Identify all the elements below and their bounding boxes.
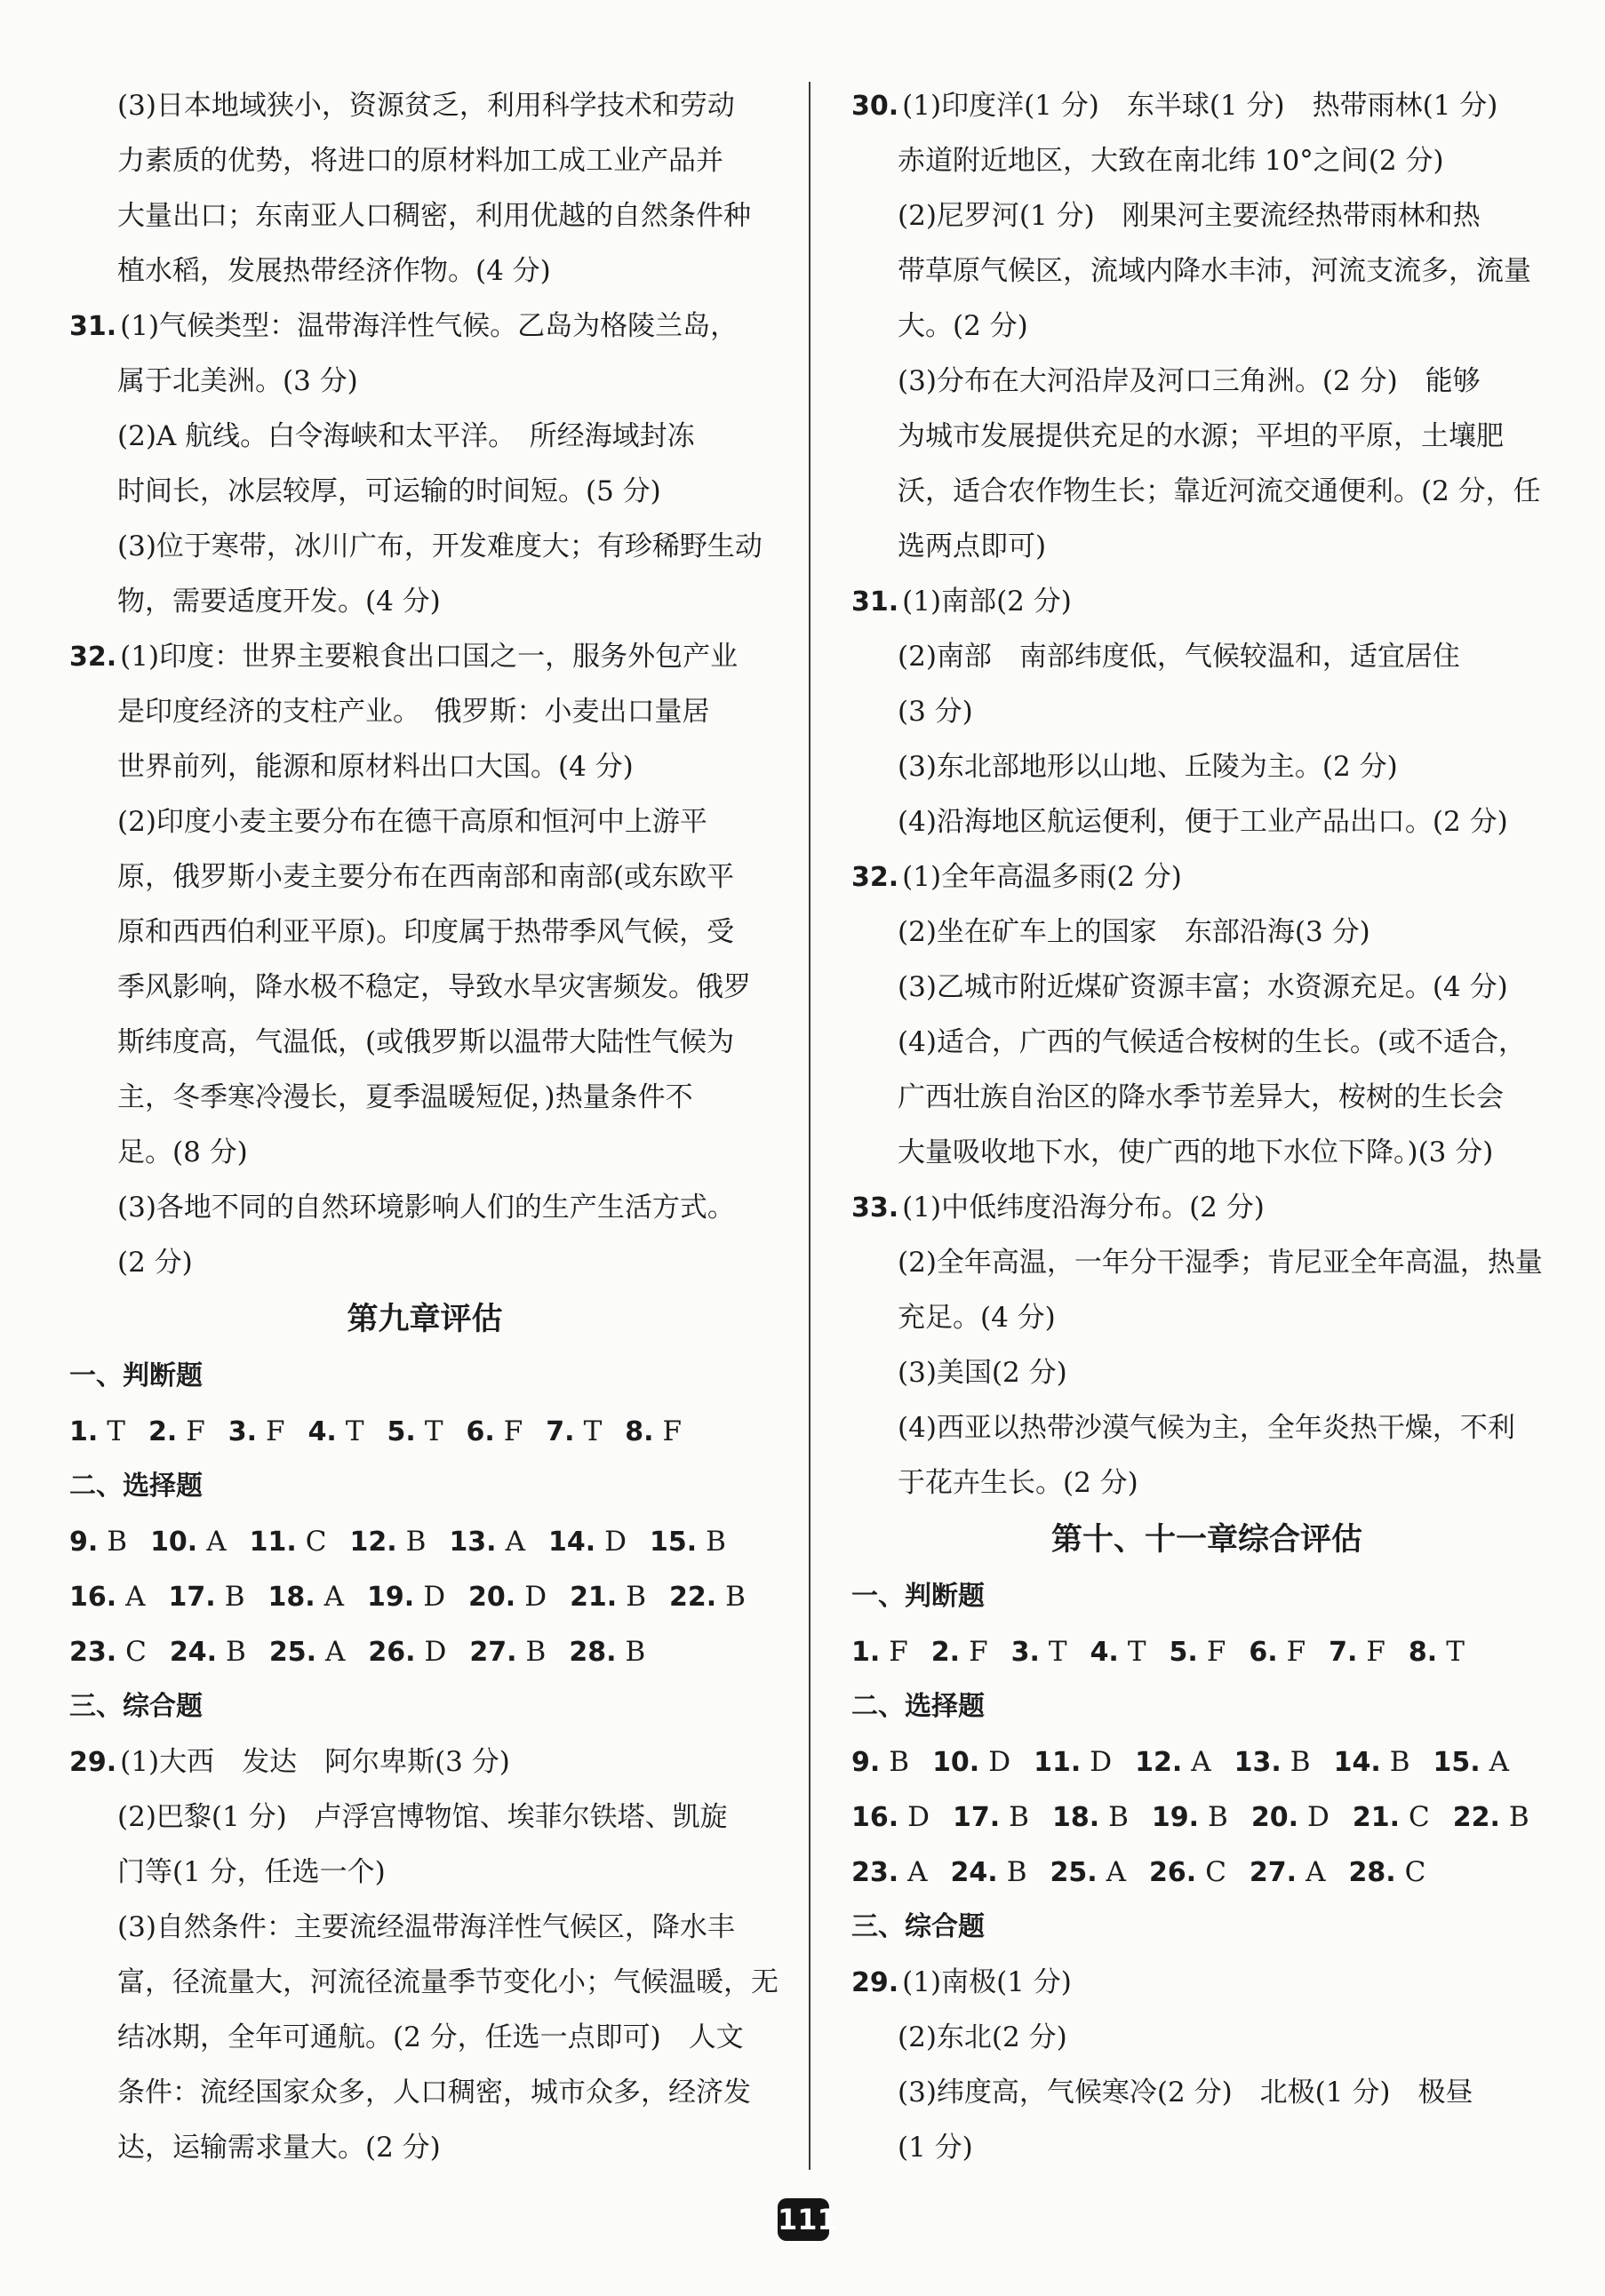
answer-value: T: [345, 1415, 364, 1447]
answer-value: F: [503, 1415, 523, 1447]
question-number: 26.: [368, 1637, 416, 1668]
answer-value: F: [889, 1636, 908, 1668]
answer-text-line: 选两点即可): [898, 530, 1047, 562]
question-line: [851, 1955, 1562, 2010]
question-number: 10.: [150, 1527, 198, 1558]
answer-item: [367, 1569, 445, 1625]
answer-value: C: [1205, 1856, 1226, 1888]
question-number: 12.: [1135, 1747, 1183, 1778]
answer-item: [548, 1514, 627, 1570]
answer-value: B: [725, 1581, 746, 1613]
question-type-label: 三、综合题: [851, 1911, 985, 1942]
answer-item: [953, 1790, 1029, 1846]
question-number: 11.: [249, 1527, 297, 1558]
question-type-label: 一、判断题: [851, 1581, 985, 1612]
answer-key-row: [69, 1569, 780, 1624]
question-number: 27.: [1249, 1857, 1298, 1888]
question-number: 14.: [1333, 1747, 1381, 1778]
question-number: 33.: [851, 1192, 899, 1224]
question-number: 21.: [570, 1582, 618, 1613]
answer-item: [308, 1404, 364, 1460]
answer-text-line: 原，俄罗斯小麦主要分布在西南部和南部(或东欧平: [117, 861, 735, 893]
question-number: 24.: [169, 1637, 218, 1668]
answer-text-line: 植水稻，发展热带经济作物。(4 分): [117, 255, 551, 287]
answer-text-line: 达，运输需求量大。(2 分): [117, 2132, 441, 2164]
question-number: 31.: [851, 586, 899, 618]
answer-text-line: (3)位于寒带，冰川广布，开发难度大；有珍稀野生动: [117, 530, 763, 562]
column-divider: [809, 82, 810, 2170]
answer-text-line: (2)东北(2 分): [898, 2021, 1067, 2053]
answer-item: [69, 1514, 127, 1570]
answer-item: [1135, 1734, 1211, 1790]
answer-item: [1250, 1845, 1326, 1901]
answer-value: A: [505, 1526, 525, 1558]
answer-value: F: [1366, 1636, 1385, 1668]
answer-item: [468, 1569, 547, 1625]
section-heading: 第九章评估: [347, 1302, 503, 1337]
answer-value: D: [907, 1801, 930, 1833]
right-column: [851, 78, 1562, 2175]
answer-text-line: (3)东北部地形以山地、丘陵为主。(2 分): [898, 751, 1398, 783]
question-number: 18.: [268, 1582, 315, 1613]
answer-text-line: (2)巴黎(1 分) 卢浮宫博物馆、埃菲尔铁塔、凯旋: [117, 1801, 728, 1833]
answer-text-line: 带草原气候区，流域内降水丰沛，河流支流多，流量: [898, 255, 1531, 287]
answer-value: A: [206, 1526, 227, 1558]
answer-item: [851, 1734, 909, 1790]
answer-item: [1334, 1734, 1410, 1790]
answer-text-line: 主，冬季寒冷漫长，夏季温暖短促，)热量条件不: [117, 1081, 693, 1113]
answer-value: D: [1090, 1746, 1113, 1778]
left-column: [69, 78, 780, 2175]
question-number: 3.: [1010, 1637, 1040, 1668]
answer-value: B: [1006, 1856, 1027, 1888]
answer-item: [69, 1624, 147, 1680]
answer-text: (1)印度：世界主要粮食出口国之一，服务外包产业: [120, 641, 739, 673]
answer-key-row: [69, 1514, 780, 1569]
answer-value: D: [1306, 1801, 1330, 1833]
question-line: [69, 1734, 780, 1790]
question-number: 15.: [1433, 1747, 1481, 1778]
answer-value: C: [1409, 1801, 1430, 1833]
question-number: 8.: [1408, 1637, 1438, 1668]
question-number: 21.: [1352, 1802, 1400, 1833]
answer-text-line: 原和西西伯利亚平原)。印度属于热带季风气候，受: [117, 916, 735, 948]
answer-item: [1329, 1624, 1385, 1680]
answer-text-line: 属于北美洲。(3 分): [117, 365, 358, 397]
answer-value: A: [125, 1581, 146, 1613]
answer-text-line: (3)乙城市附近煤矿资源丰富；水资源充足。(4 分): [898, 971, 1508, 1003]
answer-text-line: (2)印度小麦主要分布在德干高原和恒河中上游平: [117, 806, 707, 838]
question-type-label: 三、综合题: [69, 1691, 203, 1722]
answer-text-line: 门等(1 分，任选一个): [117, 1856, 386, 1888]
answer-item: [851, 1624, 908, 1680]
question-number: 8.: [625, 1416, 654, 1447]
answer-text-line: (2)全年高温，一年分干湿季；肯尼亚全年高温，热量: [898, 1247, 1543, 1279]
answer-item: [1052, 1790, 1129, 1846]
question-type-label: 一、判断题: [69, 1360, 203, 1391]
answer-value: T: [583, 1415, 603, 1447]
question-number: 7.: [546, 1416, 575, 1447]
answer-value: B: [224, 1581, 245, 1613]
answer-item: [1353, 1790, 1430, 1846]
answer-item: [1453, 1790, 1529, 1846]
answer-value: A: [907, 1856, 928, 1888]
answer-text-line: 是印度经济的支柱产业。 俄罗斯：小麦出口量居: [117, 696, 710, 728]
answer-value: B: [626, 1581, 646, 1613]
answer-text: (1)印度洋(1 分) 东半球(1 分) 热带雨林(1 分): [902, 90, 1498, 122]
answer-item: [169, 1569, 245, 1625]
answer-item: [69, 1569, 146, 1625]
answer-key-row: [851, 1790, 1562, 1845]
answer-item: [150, 1514, 227, 1570]
question-number: 22.: [669, 1582, 717, 1613]
answer-item: [1090, 1624, 1146, 1680]
answer-item: [148, 1404, 205, 1460]
question-number: 4.: [307, 1416, 337, 1447]
question-number: 9.: [851, 1747, 881, 1778]
answer-text-line: (3)各地不同的自然环境影响人们的生产生活方式。: [117, 1192, 735, 1224]
question-number: 25.: [268, 1637, 316, 1668]
answer-text-line: 沃，适合农作物生长；靠近河流交通便利。(2 分，任: [898, 475, 1541, 507]
question-number: 16.: [69, 1582, 117, 1613]
question-number: 32.: [851, 862, 899, 893]
question-number: 23.: [851, 1857, 899, 1888]
answer-text: (1)气候类型：温带海洋性气候。乙岛为格陵兰岛，: [120, 310, 739, 342]
answer-item: [1170, 1624, 1226, 1680]
answer-value: B: [1389, 1746, 1410, 1778]
answer-item: [250, 1514, 327, 1570]
answer-value: A: [324, 1636, 346, 1668]
answer-text: (1)中低纬度沿海分布。(2 分): [902, 1192, 1265, 1224]
answer-text-line: (4)适合，广西的气候适合桉树的生长。(或不适合，: [898, 1026, 1527, 1058]
answer-item: [1234, 1734, 1311, 1790]
answer-item: [1249, 1624, 1306, 1680]
answer-item: [69, 1404, 125, 1460]
answer-value: D: [524, 1581, 547, 1613]
answer-item: [569, 1624, 645, 1680]
question-number: 28.: [569, 1637, 617, 1668]
answer-text-line: 斯纬度高，气温低，(或俄罗斯以温带大陆性气候为: [117, 1026, 735, 1058]
answer-item: [269, 1624, 346, 1680]
answer-value: B: [107, 1526, 128, 1558]
question-line: [851, 574, 1562, 629]
answer-value: F: [969, 1636, 988, 1668]
question-number: 10.: [932, 1747, 980, 1778]
question-number: 13.: [449, 1527, 497, 1558]
answer-value: T: [107, 1415, 125, 1447]
answer-key-row: [851, 1734, 1562, 1790]
answer-text-line: 季风影响，降水极不稳定，导致水旱灾害频发。俄罗: [117, 971, 751, 1003]
answer-item: [1251, 1790, 1330, 1846]
answer-text: (1)大西 发达 阿尔卑斯(3 分): [120, 1746, 510, 1778]
answer-value: F: [266, 1415, 285, 1447]
answer-value: B: [1508, 1801, 1529, 1833]
answer-text-line: 时间长，冰层较厚，可运输的时间短。(5 分): [117, 475, 661, 507]
answer-item: [1409, 1624, 1465, 1680]
question-number: 17.: [168, 1582, 216, 1613]
question-number: 2.: [148, 1416, 178, 1447]
question-number: 25.: [1050, 1857, 1098, 1888]
question-line: [69, 299, 780, 354]
question-number: 23.: [69, 1637, 117, 1668]
answer-text-line: (1 分): [898, 2132, 973, 2164]
answer-value: C: [305, 1526, 327, 1558]
answer-key-row: [851, 1845, 1562, 1900]
answer-text: (1)南部(2 分): [902, 586, 1072, 618]
question-number: 26.: [1149, 1857, 1197, 1888]
answer-value: B: [625, 1636, 646, 1668]
answer-text-line: (3)自然条件：主要流经温带海洋性气候区，降水丰: [117, 1911, 735, 1943]
question-number: 20.: [468, 1582, 516, 1613]
question-type-label: 二、选择题: [69, 1471, 203, 1502]
question-line: [851, 849, 1562, 905]
answer-value: A: [1306, 1856, 1326, 1888]
answer-text-line: 赤道附近地区，大致在南北纬 10°之间(2 分): [898, 145, 1444, 177]
answer-value: B: [889, 1746, 910, 1778]
answer-text-line: 大量吸收地下水，使广西的地下水位下降。)(3 分): [898, 1136, 1494, 1168]
answer-item: [1034, 1734, 1112, 1790]
answer-text: (1)全年高温多雨(2 分): [902, 861, 1182, 893]
question-number: 15.: [650, 1527, 698, 1558]
answer-item: [469, 1624, 546, 1680]
answer-item: [951, 1845, 1027, 1901]
question-number: 22.: [1452, 1802, 1500, 1833]
answer-item: [570, 1569, 646, 1625]
answer-text-line: 广西壮族自治区的降水季节差异大，桉树的生长会: [898, 1081, 1504, 1113]
answer-item: [625, 1404, 682, 1460]
question-number: 3.: [228, 1416, 258, 1447]
answer-text-line: (2 分): [117, 1247, 193, 1279]
answer-item: [368, 1624, 446, 1680]
answer-value: A: [1106, 1856, 1127, 1888]
answer-value: F: [186, 1415, 205, 1447]
answer-value: D: [988, 1746, 1011, 1778]
question-number: 12.: [349, 1527, 397, 1558]
answer-item: [650, 1514, 726, 1570]
question-number: 1.: [69, 1416, 99, 1447]
question-number: 13.: [1234, 1747, 1282, 1778]
page-number: 111: [778, 2198, 829, 2241]
answer-value: D: [423, 1581, 446, 1613]
answer-item: [851, 1845, 928, 1901]
answer-value: T: [1127, 1636, 1146, 1668]
question-number: 5.: [387, 1416, 416, 1447]
answer-value: C: [1404, 1856, 1426, 1888]
answer-item: [669, 1569, 746, 1625]
question-number: 2.: [930, 1637, 961, 1668]
answer-value: B: [706, 1526, 726, 1558]
answer-value: B: [1208, 1801, 1228, 1833]
answer-key-row: [69, 1624, 780, 1679]
answer-text-line: (3 分): [898, 696, 973, 728]
answer-value: T: [424, 1415, 443, 1447]
question-number: 32.: [69, 642, 117, 673]
answer-item: [932, 1734, 1010, 1790]
answer-value: B: [405, 1526, 427, 1558]
answer-text-line: (4)西亚以热带沙漠气候为主，全年炎热干燥，不利: [898, 1412, 1515, 1444]
question-number: 17.: [953, 1802, 1001, 1833]
answer-text-line: 充足。(4 分): [898, 1302, 1056, 1334]
question-number: 14.: [547, 1527, 596, 1558]
answer-value: C: [125, 1636, 147, 1668]
answer-value: F: [1286, 1636, 1306, 1668]
answer-item: [1433, 1734, 1510, 1790]
answer-text-line: 结冰期，全年可通航。(2 分，任选一点即可) 人文: [117, 2021, 744, 2053]
answer-text: (1)南极(1 分): [902, 1966, 1072, 1998]
question-line: [851, 78, 1562, 133]
answer-text-line: (2)坐在矿车上的国家 东部沿海(3 分): [898, 916, 1370, 948]
answer-item: [350, 1514, 427, 1570]
answer-text-line: 足。(8 分): [117, 1136, 248, 1168]
question-number: 6.: [1249, 1637, 1278, 1668]
answer-value: F: [662, 1415, 683, 1447]
answer-key-row: [69, 1404, 780, 1459]
answer-value: D: [424, 1636, 447, 1668]
question-number: 7.: [1329, 1637, 1358, 1668]
answer-key-row: [851, 1624, 1562, 1679]
answer-item: [449, 1514, 525, 1570]
answer-text-line: (3)日本地域狭小，资源贫乏，利用科学技术和劳动: [117, 90, 735, 122]
answer-text-line: (2)南部 南部纬度低，气候较温和，适宜居住: [898, 641, 1460, 673]
answer-text-line: 富，径流量大，河流径流量季节变化小；气候温暖，无: [117, 1966, 779, 1998]
answer-item: [546, 1404, 602, 1460]
question-number: 29.: [69, 1747, 117, 1778]
answer-text-line: 世界前列，能源和原材料出口大国。(4 分): [117, 751, 634, 783]
answer-item: [1152, 1790, 1228, 1846]
question-number: 5.: [1169, 1637, 1198, 1668]
answer-value: T: [1048, 1636, 1067, 1668]
section-heading: 第十、十一章综合评估: [1050, 1522, 1362, 1558]
answer-item: [467, 1404, 523, 1460]
question-line: [851, 1180, 1562, 1235]
answer-value: T: [1446, 1636, 1465, 1668]
answer-text-line: 力素质的优势，将进口的原材料加工成工业产品并: [117, 145, 723, 177]
answer-text-line: 条件：流经国家众多，人口稠密，城市众多，经济发: [117, 2077, 751, 2109]
answer-item: [931, 1624, 988, 1680]
answer-text-line: 于花卉生长。(2 分): [898, 1467, 1138, 1499]
answer-value: D: [604, 1526, 627, 1558]
answer-item: [387, 1404, 443, 1460]
answer-text-line: (4)沿海地区航运便利，便于工业产品出口。(2 分): [898, 806, 1508, 838]
answer-item: [1348, 1845, 1425, 1901]
answer-item: [1011, 1624, 1067, 1680]
question-number: 28.: [1348, 1857, 1396, 1888]
answer-text-line: (2)A 航线。白令海峡和太平洋。 所经海域封冻: [117, 420, 695, 452]
question-number: 9.: [69, 1527, 99, 1558]
question-number: 24.: [950, 1857, 998, 1888]
answer-item: [1149, 1845, 1226, 1901]
question-number: 29.: [851, 1967, 899, 1998]
answer-text-line: (3)纬度高，气候寒冷(2 分) 北极(1 分) 极昼: [898, 2077, 1473, 2109]
question-type-label: 二、选择题: [851, 1691, 985, 1722]
question-number: 19.: [1151, 1802, 1200, 1833]
answer-text-line: (2)尼罗河(1 分) 刚果河主要流经热带雨林和热: [898, 200, 1481, 232]
answer-item: [851, 1790, 930, 1846]
answer-text-line: 大。(2 分): [898, 310, 1028, 342]
answer-value: B: [1108, 1801, 1129, 1833]
answer-text-line: 物，需要适度开发。(4 分): [117, 586, 441, 618]
question-line: [69, 629, 780, 684]
question-number: 30.: [851, 91, 899, 122]
answer-item: [268, 1569, 344, 1625]
answer-value: A: [1489, 1746, 1510, 1778]
question-number: 31.: [69, 311, 117, 342]
answer-value: F: [1206, 1636, 1226, 1668]
answer-value: B: [1009, 1801, 1029, 1833]
question-number: 16.: [851, 1802, 899, 1833]
answer-text-line: (3)美国(2 分): [898, 1357, 1067, 1389]
answer-text-line: (3)分布在大河沿岸及河口三角洲。(2 分) 能够: [898, 365, 1481, 397]
question-number: 6.: [466, 1416, 495, 1447]
question-number: 11.: [1034, 1747, 1082, 1778]
answer-item: [1050, 1845, 1126, 1901]
answer-text-line: 为城市发展提供充足的水源；平坦的平原，土壤肥: [898, 420, 1504, 452]
answer-value: B: [1290, 1746, 1311, 1778]
question-number: 1.: [851, 1637, 881, 1668]
answer-item: [170, 1624, 246, 1680]
answer-value: A: [1191, 1746, 1211, 1778]
question-number: 18.: [1051, 1802, 1100, 1833]
question-number: 27.: [469, 1637, 517, 1668]
answer-value: B: [525, 1636, 547, 1668]
question-number: 19.: [367, 1582, 415, 1613]
answer-value: B: [226, 1636, 246, 1668]
answer-text-line: 大量出口；东南亚人口稠密，利用优越的自然条件种: [117, 200, 751, 232]
answer-value: A: [323, 1581, 345, 1613]
answer-item: [228, 1404, 285, 1460]
question-number: 4.: [1090, 1637, 1119, 1668]
question-number: 20.: [1250, 1802, 1298, 1833]
